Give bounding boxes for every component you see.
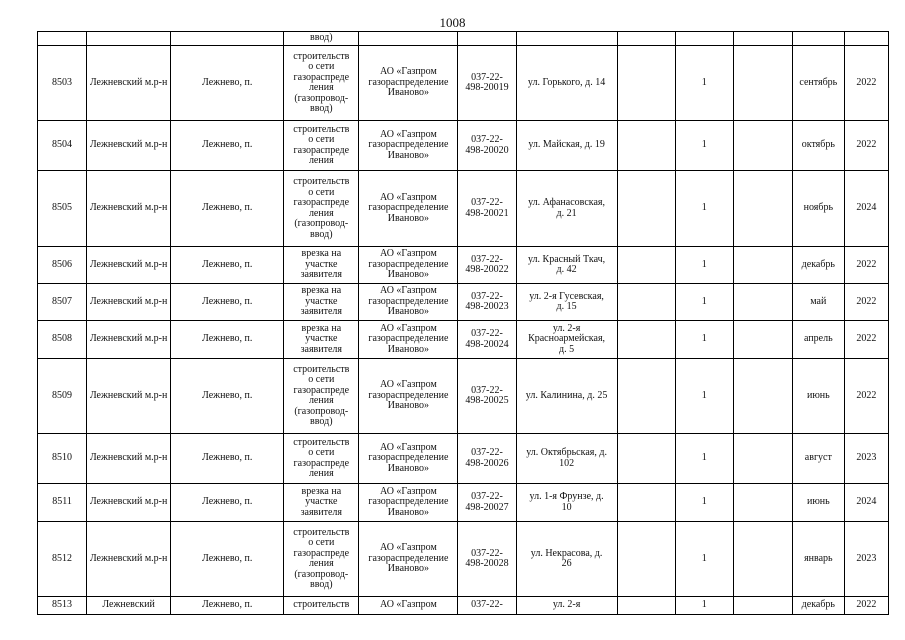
cell-work-line: о сети [308, 61, 335, 72]
cell-month: декабрь [792, 597, 844, 615]
cell-code [458, 46, 516, 121]
page-number: 1008 [439, 15, 466, 30]
cell-code [458, 247, 516, 284]
cell-empty [617, 359, 675, 434]
cell-month: июнь [792, 359, 844, 434]
cell-code [458, 359, 516, 434]
cell-locality: Лежнево, п. [171, 46, 284, 121]
cell-locality: Лежнево, п. [171, 247, 284, 284]
cell-org-line: АО «Газпром [379, 322, 437, 334]
cell-org-line: АО «Газпром [379, 285, 437, 297]
cell-org-line: Иваново» [387, 149, 430, 161]
cell-empty [617, 121, 675, 171]
table-row [38, 321, 889, 359]
cell-empty [617, 321, 675, 359]
cell-empty [733, 171, 792, 247]
cell-count: 1 [675, 121, 733, 171]
cell-month [792, 32, 844, 46]
cell-org [359, 359, 458, 434]
cell-district: Лежневский м.р-н [87, 321, 171, 359]
cell-org-line: газораспределение [368, 389, 449, 401]
cell-code-line: 498-20028 [465, 558, 509, 569]
cell-org-line: Иваново» [387, 87, 430, 99]
table-row [38, 522, 889, 597]
table-row-continuation [38, 32, 889, 46]
cell-empty [733, 46, 792, 121]
cell-empty [617, 171, 675, 247]
cell-work-line: (газопровод- [294, 405, 349, 417]
cell-work-line: газораспреде [293, 384, 350, 396]
cell-empty [733, 359, 792, 434]
cell-code-line: 037-22- [471, 253, 503, 265]
cell-org-line: АО «Газпром [379, 248, 437, 260]
cell-address-line: Красноармейская, [528, 333, 606, 345]
cell-work-line: ления [308, 468, 334, 479]
cell-code [458, 484, 516, 522]
cell-address-line: д. 5 [559, 343, 575, 355]
cell-no: 8509 [38, 359, 87, 434]
cell-address-line: ул. 2-я [552, 322, 581, 334]
cell-org [359, 284, 458, 321]
cell-org-line: Иваново» [387, 212, 430, 224]
table-row [38, 484, 889, 522]
cell-address [516, 121, 617, 171]
cell-org [359, 32, 458, 46]
cell-work-line: ления [308, 207, 334, 219]
cell-work [284, 321, 359, 359]
cell-work [284, 597, 359, 615]
cell-count: 1 [675, 46, 733, 121]
cell-code [458, 597, 516, 615]
table-row [38, 597, 889, 615]
cell-district: Лежневский м.р-н [87, 522, 171, 597]
cell-address-line: ул. Некрасова, д. [530, 547, 603, 559]
cell-address-line: д. 21 [556, 207, 577, 219]
cell-org-line: газораспределение [368, 496, 449, 508]
cell-code-line: 037-22- [471, 447, 503, 458]
cell-district: Лежневский м.р-н [87, 121, 171, 171]
cell-code-line: 037-22- [471, 197, 503, 208]
cell-district: Лежневский м.р-н [87, 171, 171, 247]
cell-work [284, 171, 359, 247]
cell-org-line: газораспределение [368, 333, 449, 345]
cell-no: 8513 [38, 597, 87, 615]
cell-work [284, 522, 359, 597]
cell-work-line: строительств [293, 50, 350, 62]
cell-code-line: 498-20021 [465, 207, 509, 219]
cell-code-line: 498-20019 [465, 82, 509, 93]
cell-work-line: участке [305, 496, 338, 508]
cell-work-line: врезка на [301, 285, 342, 297]
cell-year: 2022 [844, 359, 888, 434]
cell-code-line: 498-20023 [465, 301, 509, 312]
cell-work-line: о сети [308, 186, 335, 198]
cell-year: 2022 [844, 46, 888, 121]
cell-count: 1 [675, 597, 733, 615]
cell-address-line: ул. 2-я Гусевская, [529, 290, 604, 302]
cell-org-line: Иваново» [387, 343, 430, 355]
cell-work-line: ления [308, 395, 334, 406]
cell-work-line: о сети [308, 537, 335, 548]
cell-org [359, 171, 458, 247]
cell-no: 8507 [38, 284, 87, 321]
cell-work-line: газораспреде [293, 547, 350, 559]
cell-org-line: Иваново» [387, 269, 430, 281]
cell-org-line: газораспределение [368, 295, 449, 307]
table-row [38, 171, 889, 247]
cell-org-line: Иваново» [387, 400, 430, 412]
cell-year: 2024 [844, 484, 888, 522]
cell-count: 1 [675, 247, 733, 284]
cell-locality: Лежнево, п. [171, 321, 284, 359]
cell-month: ноябрь [792, 171, 844, 247]
cell-address-line: д. 15 [556, 301, 577, 312]
cell-code [458, 522, 516, 597]
cell-code-line: 498-20020 [465, 144, 509, 156]
cell-month: сентябрь [792, 46, 844, 121]
cell-locality [171, 32, 284, 46]
cell-org-line: газораспределение [368, 452, 449, 464]
cell-code-line: 037-22- [471, 134, 503, 145]
cell-work-line: строительств [293, 123, 350, 135]
cell-year: 2022 [844, 284, 888, 321]
cell-work-line: строительств [293, 599, 350, 611]
cell-address-line: ул. Октябрьская, д. [526, 447, 607, 458]
cell-org-line: АО «Газпром [379, 128, 437, 140]
cell-locality: Лежнево, п. [171, 522, 284, 597]
cell-work-line: участке [305, 258, 338, 270]
cell-empty [733, 32, 792, 46]
cell-month: январь [792, 522, 844, 597]
cell-locality: Лежнево, п. [171, 597, 284, 615]
cell-work-line: газораспреде [293, 71, 350, 83]
cell-address-line: ул. 1-я Фрунзе, д. [529, 491, 604, 502]
cell-address [516, 434, 617, 484]
cell-org-line: АО «Газпром [379, 191, 437, 203]
cell-org-line: газораспределение [368, 139, 449, 151]
cell-org [359, 121, 458, 171]
cell-address-line: д. 42 [556, 264, 577, 275]
cell-address-line: ул. 2-я [552, 599, 581, 611]
cell-work [284, 247, 359, 284]
cell-empty [617, 46, 675, 121]
cell-work-line: врезка на [301, 248, 342, 260]
cell-work-line: газораспреде [293, 457, 350, 469]
cell-empty [617, 247, 675, 284]
cell-no: 8503 [38, 46, 87, 121]
cell-work-line: строительств [293, 176, 350, 187]
cell-code [458, 434, 516, 484]
cell-district: Лежневский м.р-н [87, 284, 171, 321]
cell-code [458, 32, 516, 46]
cell-count: 1 [675, 522, 733, 597]
cell-locality: Лежнево, п. [171, 121, 284, 171]
table-row [38, 46, 889, 121]
cell-locality: Лежнево, п. [171, 359, 284, 434]
cell-work-line: строительств [293, 363, 350, 375]
cell-empty [733, 121, 792, 171]
cell-empty [733, 484, 792, 522]
cell-no: 8505 [38, 171, 87, 247]
cell-code [458, 321, 516, 359]
cell-year: 2022 [844, 247, 888, 284]
cell-month: октябрь [792, 121, 844, 171]
cell-no [38, 32, 87, 46]
cell-code-line: 037-22- [471, 71, 503, 83]
cell-org-line: Иваново» [387, 563, 430, 575]
cell-work-line: ления [308, 558, 334, 569]
cell-address-line: 10 [561, 501, 572, 513]
cell-code-line: 037-22- [471, 491, 503, 502]
cell-code-line: 037-22- [471, 384, 503, 396]
cell-work-line: ввод) [310, 228, 333, 240]
cell-org-line: АО «Газпром [379, 542, 437, 554]
cell-code-line: 037-22- [471, 290, 503, 302]
cell-work-line: врезка на [301, 485, 342, 497]
cell-work-line: участке [305, 295, 338, 307]
cell-year: 2022 [844, 321, 888, 359]
cell-code-line: 498-20027 [465, 501, 509, 513]
cell-org-line: АО «Газпром [379, 66, 437, 78]
cell-work-line: (газопровод- [294, 568, 349, 580]
cell-district [87, 32, 171, 46]
cell-work [284, 359, 359, 434]
cell-work-line: о сети [308, 447, 335, 458]
cell-code [458, 171, 516, 247]
cell-address [516, 46, 617, 121]
table-row [38, 434, 889, 484]
cell-address [516, 597, 617, 615]
cell-org [359, 46, 458, 121]
cell-month: август [792, 434, 844, 484]
cell-org [359, 247, 458, 284]
cell-empty [733, 284, 792, 321]
cell-month: июнь [792, 484, 844, 522]
cell-year: 2022 [844, 121, 888, 171]
cell-year [844, 32, 888, 46]
cell-address-line: ул. Красный Ткач, [527, 253, 606, 265]
cell-work: ввод) [284, 32, 359, 46]
cell-work-line: врезка на [301, 322, 342, 334]
cell-address [516, 32, 617, 46]
cell-org-line: АО «Газпром [379, 441, 437, 453]
cell-empty [733, 597, 792, 615]
cell-work [284, 46, 359, 121]
cell-locality: Лежнево, п. [171, 484, 284, 522]
cell-address [516, 247, 617, 284]
cell-org [359, 434, 458, 484]
cell-org [359, 484, 458, 522]
cell-org-line: АО «Газпром [379, 485, 437, 497]
cell-locality: Лежнево, п. [171, 284, 284, 321]
cell-org-line: Иваново» [387, 506, 430, 518]
cell-work-line: ления [308, 155, 334, 166]
cell-work [284, 434, 359, 484]
cell-address [516, 321, 617, 359]
cell-org-line: Иваново» [387, 306, 430, 318]
cell-month: апрель [792, 321, 844, 359]
cell-work [284, 121, 359, 171]
cell-work-line: заявителя [300, 506, 343, 518]
cell-work-line: газораспреде [293, 197, 350, 208]
cell-count: 1 [675, 359, 733, 434]
table-row [38, 121, 889, 171]
table-row [38, 247, 889, 284]
cell-empty [733, 321, 792, 359]
cell-empty [617, 284, 675, 321]
cell-work [284, 284, 359, 321]
cell-district: Лежневский м.р-н [87, 359, 171, 434]
cell-district: Лежневский [87, 597, 171, 615]
cell-org-line: АО «Газпром [379, 379, 437, 391]
cell-work-line: строительств [293, 436, 350, 448]
cell-address [516, 284, 617, 321]
cell-locality: Лежнево, п. [171, 434, 284, 484]
cell-work-line: ввод) [310, 103, 333, 114]
cell-code-line: 498-20025 [465, 395, 509, 406]
cell-work [284, 484, 359, 522]
cell-address [516, 484, 617, 522]
cell-code-line: 498-20024 [465, 338, 509, 350]
cell-empty [733, 522, 792, 597]
cell-work-line: (газопровод- [294, 218, 349, 229]
cell-empty [617, 434, 675, 484]
cell-district: Лежневский м.р-н [87, 434, 171, 484]
cell-org-line: газораспределение [368, 258, 449, 270]
cell-work-line: ввод) [310, 579, 333, 590]
cell-empty [617, 484, 675, 522]
cell-count [675, 32, 733, 46]
cell-address-line: ул. Горького, д. 14 [527, 76, 606, 88]
cell-address [516, 171, 617, 247]
cell-no: 8506 [38, 247, 87, 284]
cell-month: декабрь [792, 247, 844, 284]
cell-code [458, 284, 516, 321]
cell-empty [617, 32, 675, 46]
cell-work-line: строительств [293, 526, 350, 538]
cell-code-line: 037-22- [471, 328, 503, 339]
cell-work-line: заявителя [300, 306, 343, 318]
cell-work-line: ввод) [310, 416, 333, 427]
cell-year: 2022 [844, 597, 888, 615]
cell-count: 1 [675, 321, 733, 359]
cell-work-line: заявителя [300, 269, 343, 281]
table-row [38, 359, 889, 434]
cell-address-line: 102 [559, 457, 575, 469]
cell-empty [733, 434, 792, 484]
cell-count: 1 [675, 284, 733, 321]
cell-org [359, 321, 458, 359]
cell-org-line: газораспределение [368, 76, 449, 88]
cell-year: 2023 [844, 434, 888, 484]
cell-org [359, 597, 458, 615]
cell-district: Лежневский м.р-н [87, 484, 171, 522]
cell-code-line: 498-20026 [465, 457, 509, 469]
cell-empty [733, 247, 792, 284]
cell-code-line: 037-22- [471, 599, 503, 611]
cell-org [359, 522, 458, 597]
cell-org-line: газораспределение [368, 552, 449, 564]
cell-org-line: Иваново» [387, 462, 430, 474]
cell-no: 8510 [38, 434, 87, 484]
cell-address-line: ул. Майская, д. 19 [528, 139, 605, 151]
gas-connection-table [37, 31, 889, 615]
cell-org-line: АО «Газпром [379, 599, 437, 611]
cell-count: 1 [675, 171, 733, 247]
cell-empty [617, 522, 675, 597]
cell-count: 1 [675, 434, 733, 484]
cell-district: Лежневский м.р-н [87, 247, 171, 284]
cell-work-line: о сети [308, 134, 335, 145]
cell-address-line: ул. Калинина, д. 25 [525, 389, 608, 401]
cell-work-line: о сети [308, 374, 335, 385]
cell-address-line: 26 [561, 558, 572, 569]
cell-code-line: 037-22- [471, 547, 503, 559]
cell-code-line: 498-20022 [465, 264, 509, 275]
table-row [38, 284, 889, 321]
cell-work-line: участке [305, 333, 338, 345]
cell-address-line: ул. Афанасовская, [528, 197, 606, 208]
cell-address [516, 359, 617, 434]
cell-no: 8508 [38, 321, 87, 359]
cell-work-line: заявителя [300, 343, 343, 355]
cell-org-line: газораспределение [368, 202, 449, 214]
cell-no: 8511 [38, 484, 87, 522]
cell-count: 1 [675, 484, 733, 522]
cell-empty [617, 597, 675, 615]
cell-work-line: газораспреде [293, 144, 350, 156]
cell-year: 2023 [844, 522, 888, 597]
cell-locality: Лежнево, п. [171, 171, 284, 247]
cell-address [516, 522, 617, 597]
cell-no: 8512 [38, 522, 87, 597]
cell-no: 8504 [38, 121, 87, 171]
cell-year: 2024 [844, 171, 888, 247]
cell-district: Лежневский м.р-н [87, 46, 171, 121]
cell-code [458, 121, 516, 171]
cell-work-line: (газопровод- [294, 92, 349, 104]
cell-work-line: ления [308, 82, 334, 93]
cell-month: май [792, 284, 844, 321]
